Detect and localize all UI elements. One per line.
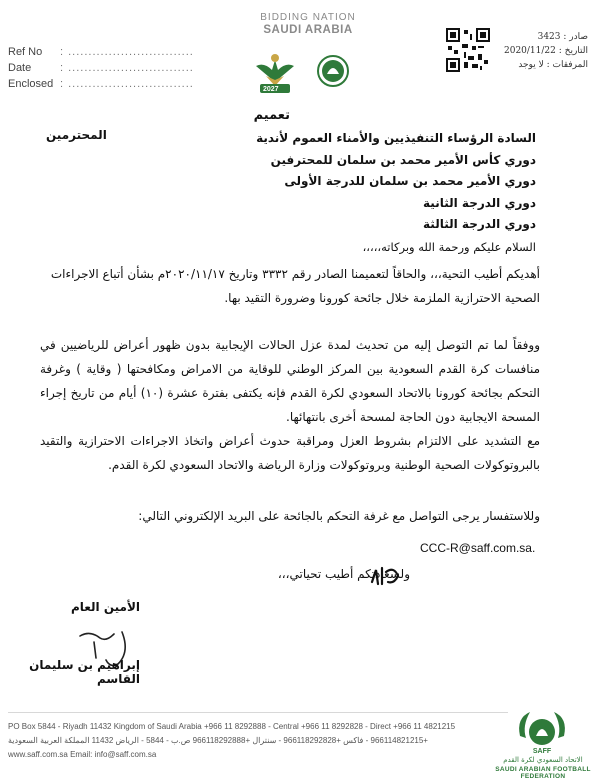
qr-code-icon xyxy=(446,28,490,72)
ref-no-label: Ref No xyxy=(8,46,43,58)
signature-name: إبراهيم بن سليمان القاسم xyxy=(29,658,140,686)
saff-name-ar: الاتحاد السعودي لكرة القدم xyxy=(503,756,583,764)
respect-label: المحترمين xyxy=(46,128,107,142)
bid-title: BIDDING NATION xyxy=(260,12,356,23)
letter-meta xyxy=(504,30,588,72)
bid-year: 2027 xyxy=(263,86,279,93)
meta-date: التاريخ : 2020/11/22 xyxy=(504,46,588,56)
letter-subject: تعميم xyxy=(253,108,290,123)
enclosed-row xyxy=(8,76,194,92)
recipient-line: السادة الرؤساء التنفيذيين والأمناء العموم لأندية xyxy=(256,131,536,145)
closing-line: ولسعادتكم أطيب تحياتي،،، xyxy=(277,567,410,581)
contact-email-link[interactable]: CCC-R@saff.com.sa. xyxy=(420,541,536,555)
saff-logo-icon xyxy=(512,706,572,756)
paragraph-contact: وللاستفسار يرجى التواصل مع غرفة التحكم بالجائحة على البريد الإلكتروني التالي: xyxy=(138,509,540,523)
greeting: السلام عليكم ورحمة الله وبركاته،،،،، xyxy=(362,240,536,254)
paragraph-intro: أهديكم أطيب التحية،،، والحاقاً لتعميمنا الصادر رقم ٣٣٣٢ وتاريخ ٢٠٢٠/١١/١٧م بشأن أتباع الاجراءات الصحية الاحترازية الملزمة خلال جائحة كورونا وضرورة التقيد بها. xyxy=(50,267,540,305)
enclosed-dots: : ............................... xyxy=(60,78,194,90)
ref-no-row xyxy=(8,44,194,60)
footer-address-en: PO Box 5844 - Riyadh 11432 Kingdom of Saudi Arabia +966 11 8292888 - Central +966 11 8292828 - Direct +966 11 4821215 xyxy=(8,722,456,731)
saff-logo-mark: SAFF xyxy=(532,748,552,755)
recipient-line: دوري الدرجة الثانية xyxy=(423,195,536,210)
saff-seal-icon xyxy=(316,54,350,88)
recipient-line: دوري الأمير محمد بن سلمان للدرجة الأولى xyxy=(284,174,536,188)
ref-no-dots: : ............................... xyxy=(60,46,194,58)
meta-attachments: المرفقات : لا يوجد xyxy=(518,60,588,70)
date-dots: : ............................... xyxy=(60,62,194,74)
recipient-line: دوري الدرجة الثالثة xyxy=(423,217,536,231)
recipients-list xyxy=(56,128,536,236)
recipient-line: دوري كأس الأمير محمد بن سلمان للمحترفين xyxy=(270,152,536,167)
saff-name-en: SAUDI ARABIAN FOOTBALL FEDERATION xyxy=(495,766,591,780)
ref-fields xyxy=(8,44,194,92)
footer-address-ar: +966114821215 - فاكس +966118292828 - سنترال +966118292888 ص.ب - 5844 - الرياض 11432 المملكة العربية السعودية xyxy=(8,736,428,745)
bid-subtitle: SAUDI ARABIA xyxy=(263,24,353,36)
date-label: Date xyxy=(8,62,32,74)
enclosed-label: Enclosed xyxy=(8,78,54,90)
meta-number: صادر : 3423 xyxy=(537,32,588,42)
paragraph-protocols: مع التشديد على الالتزام بشروط العزل ومراقبة حدوث أعراض واتخاذ الاجراءات الاحترازية والتقيد بالبروتوكولات الصحية الوطنية وبروتوكولات وزارة الرياضة والاتحاد السعودي لكرة القدم. xyxy=(40,434,540,472)
footer-web[interactable]: www.saff.com.sa Email: info@saff.com.sa xyxy=(8,750,157,759)
signature-title: الأمين العام xyxy=(70,600,140,614)
footer-divider xyxy=(8,712,508,713)
paragraph-isolation: ووفقاً لما تم التوصل إليه من تحديث لمدة عزل الحالات الإيجابية بدون ظهور أعراض للرياضيين في منافسات كرة القدم السعودية بين المركز الوطني للوقاية من الامراض ومكافحتها ( وقاية ) وغرفة التحكم بجائحة كورونا بالاتحاد السعودي لكرة القدم فإنه يكتفى بفترة عشرة (١٠) أيام من تاريخ إجراء المسحة الايجابية دون الحاجة لمسحة أخرى بانتهائها. xyxy=(40,338,540,424)
date-row xyxy=(8,60,194,76)
